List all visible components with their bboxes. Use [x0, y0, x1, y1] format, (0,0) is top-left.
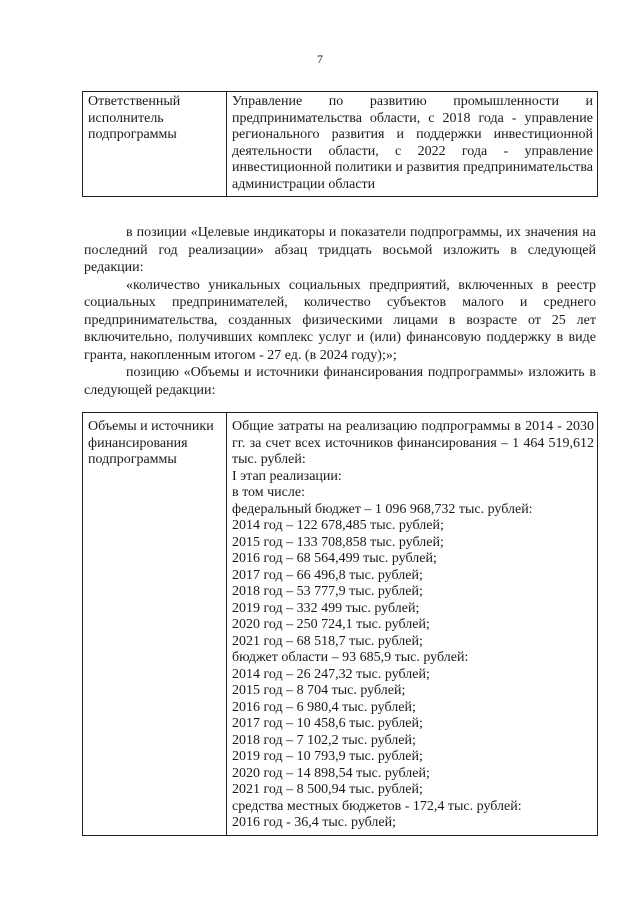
funding-line: средства местных бюджетов - 172,4 тыс. рублей: — [232, 798, 522, 814]
paragraph: позицию «Объемы и источники финансирования подпрограммы» изложить в следующей редакции: — [84, 365, 596, 398]
funding-line: бюджет области – 93 685,9 тыс. рублей: — [232, 650, 469, 665]
funding-line: 2014 год – 26 247,32 тыс. рублей; — [232, 666, 430, 682]
funding-line: 2014 год – 122 678,485 тыс. рублей; — [232, 518, 444, 533]
funding-line: 2021 год – 68 518,7 тыс. рублей; — [232, 633, 423, 649]
funding-line: 2019 год – 10 793,9 тыс. рублей; — [232, 749, 423, 764]
paragraph: в позиции «Целевые индикаторы и показатели подпрограммы, их значения на последний год реализации» абзац тридцать восьмой изложить в следующей редакции: — [84, 225, 596, 275]
funding-line: 2020 год – 250 724,1 тыс. рублей; — [232, 617, 430, 632]
funding-line: 2016 год - 36,4 тыс. рублей; — [232, 815, 397, 830]
body-text — [84, 224, 596, 399]
table-label-cell: Ответственный исполнитель подпрограммы — [83, 92, 227, 197]
funding-line: 2016 год – 68 564,499 тыс. рублей; — [232, 551, 437, 566]
funding-line: 2017 год – 10 458,6 тыс. рублей; — [232, 716, 423, 731]
funding-line: 2020 год – 14 898,54 тыс. рублей; — [232, 765, 430, 781]
funding-line: 2015 год – 8 704 тыс. рублей; — [232, 683, 406, 698]
funding-intro: Общие затраты на реализацию подпрограммы в 2014 - 2030 гг. за счет всех источников финансирования – 1 464 519,612 тыс. рублей: — [232, 419, 594, 467]
funding-line: I этап реализации: — [232, 468, 342, 484]
table-row — [83, 92, 598, 197]
funding-line: 2016 год – 6 980,4 тыс. рублей; — [232, 699, 416, 715]
funding-line: в том числе: — [232, 485, 305, 500]
funding-line: 2019 год – 332 499 тыс. рублей; — [232, 600, 420, 616]
responsible-executor-table — [82, 91, 598, 197]
funding-line: 2018 год – 7 102,2 тыс. рублей; — [232, 732, 416, 748]
paragraph: «количество уникальных социальных предприятий, включенных в реестр социальных предпринимателей, количество субъектов малого и среднего предпринимательства, созданных физическими лицами в возрасте от 25 лет включительно, получивших комплекс услуг и (или) финансовую поддержку в виде гранта, накопленным итогом - 27 ед. (в 2024 году);»; — [84, 277, 596, 363]
table-row — [83, 413, 598, 836]
table-value-cell: Управление по развитию промышленности и предпринимательства области, с 2018 года - управление регионального развития и поддержки инвестиционной деятельности области, с 2022 года - управление инвестиционной политики и развития предпринимательства администрации области — [227, 92, 598, 197]
page-number: 7 — [317, 52, 323, 66]
funding-line: 2017 год – 66 496,8 тыс. рублей; — [232, 567, 423, 583]
table-label-cell: Объемы и источники финансирования подпрограммы — [83, 413, 227, 836]
funding-line: 2018 год – 53 777,9 тыс. рублей; — [232, 584, 423, 599]
funding-line: федеральный бюджет – 1 096 968,732 тыс. рублей: — [232, 501, 533, 517]
funding-line: 2015 год – 133 708,858 тыс. рублей; — [232, 534, 444, 550]
funding-line: 2021 год – 8 500,94 тыс. рублей; — [232, 782, 423, 797]
table-value-cell — [227, 413, 598, 836]
funding-table — [82, 412, 598, 836]
